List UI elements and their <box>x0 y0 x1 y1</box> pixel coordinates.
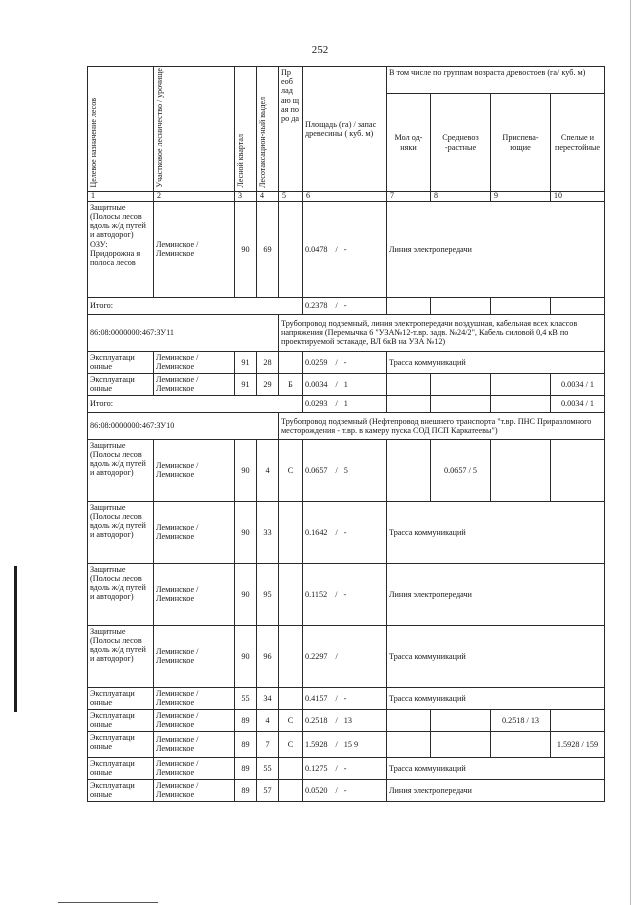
area-cell <box>303 779 387 801</box>
area-value: 0.0034 <box>305 379 328 389</box>
quarter-number: 89 <box>235 779 257 801</box>
page-edge-line <box>630 0 631 905</box>
header-compartment: Лесотаксацион-ный выдел <box>257 67 279 192</box>
prevailing-species <box>279 351 303 373</box>
forestry-name: Леминское / Леминское <box>154 351 235 373</box>
area-value: 0.1152 <box>305 589 328 599</box>
column-number-cell: 8 <box>431 191 491 201</box>
stock-value: - <box>343 785 347 795</box>
section-description: Трубопровод подземный (Нефтепровод внешнего транспорта "т.вр. ПНС Приразломного месторождения - т.вр. в камеру пуска СОД ПСП Каркатеевы") <box>279 412 605 439</box>
area-cell <box>303 687 387 709</box>
header-middle-aged: Средневоз -растные <box>431 94 491 191</box>
area-cell <box>303 201 387 297</box>
prevailing-species <box>279 501 303 563</box>
forest-purpose: Эксплуатаци онные <box>88 757 154 779</box>
area-separator: / <box>335 739 338 749</box>
forest-purpose: Защитные (Полосы лесов вдоль ж/д путей и автодорог) <box>88 563 154 625</box>
forest-purpose: Защитные (Полосы лесов вдоль ж/д путей и автодорог) <box>88 501 154 563</box>
header-mature: Спелые и перестойные <box>551 94 605 191</box>
prevailing-species: Б <box>279 373 303 395</box>
area-separator: / <box>335 357 338 367</box>
area-separator: / <box>335 399 338 409</box>
area-cell <box>303 351 387 373</box>
stock-value: - <box>343 693 347 703</box>
stock-value: - <box>343 763 347 773</box>
compartment-number: 28 <box>257 351 279 373</box>
area-value: 0.0520 <box>305 785 328 795</box>
mature-total-cell <box>551 297 605 314</box>
total-label: Итого: <box>88 395 303 412</box>
column-number-cell: 10 <box>551 191 605 201</box>
column-number-cell: 2 <box>154 191 235 201</box>
column-number-cell: 6 <box>303 191 387 201</box>
area-separator: / <box>335 527 338 537</box>
stock-value: - <box>343 589 347 599</box>
section-header-row <box>88 412 605 439</box>
table-row <box>88 731 605 757</box>
table-row <box>88 439 605 501</box>
forestry-name: Леминское / Леминское <box>154 687 235 709</box>
forest-purpose: Эксплуатаци онные <box>88 779 154 801</box>
stock-value: 13 <box>343 715 352 725</box>
forestry-name: Леминское / Леминское <box>154 625 235 687</box>
header-forestry: Участковое лесничество / урочище <box>154 67 235 192</box>
area-cell <box>303 709 387 731</box>
age-group-value <box>431 731 491 757</box>
age-group-value: 1.5928 / 159 <box>551 731 605 757</box>
table-row <box>88 709 605 731</box>
column-number-cell: 4 <box>257 191 279 201</box>
forestry-name: Леминское / Леминское <box>154 731 235 757</box>
area-cell <box>303 395 387 412</box>
compartment-number: 96 <box>257 625 279 687</box>
area-separator: / <box>335 589 338 599</box>
area-separator: / <box>335 379 338 389</box>
section-description: Трубопровод подземный, линия электропередачи воздушная, кабельная всех классов напряжения (Перемычка 6 "УЗА№12-т.вр. задв. №24/2", Кабель силовой 0,4 кВ по проектируемой эстакаде, ВЛ 6кВ на УЗА №12) <box>279 314 605 351</box>
prevailing-species <box>279 687 303 709</box>
area-separator: / <box>335 244 338 254</box>
prevailing-species <box>279 563 303 625</box>
age-group-value <box>491 439 551 501</box>
header-purpose: Целевое назначение лесов <box>88 67 154 192</box>
area-cell <box>303 297 387 314</box>
stock-value: - <box>343 301 347 311</box>
area-value: 0.0478 <box>305 244 328 254</box>
area-value: 0.1642 <box>305 527 328 537</box>
forest-purpose: Эксплуатаци онные <box>88 709 154 731</box>
quarter-number: 89 <box>235 709 257 731</box>
area-value: 0.2297 <box>305 651 328 661</box>
age-group-value <box>431 373 491 395</box>
age-group-value <box>551 709 605 731</box>
object-type-note: Линия электропередачи <box>387 563 605 625</box>
stock-value: - <box>343 527 347 537</box>
forestry-name: Леминское / Леминское <box>154 779 235 801</box>
age-group-cell <box>491 395 551 412</box>
quarter-number: 89 <box>235 731 257 757</box>
age-group-value <box>491 373 551 395</box>
scan-edge-mark <box>14 566 17 712</box>
area-value: 0.2518 <box>305 715 328 725</box>
age-group-value: 0.0657 / 5 <box>431 439 491 501</box>
table-row <box>88 373 605 395</box>
area-value: 0.1275 <box>305 763 328 773</box>
header-quarter: Лесной квартал <box>235 67 257 192</box>
age-group-value: 0.0034 / 1 <box>551 373 605 395</box>
area-cell <box>303 563 387 625</box>
header-premature: Приспева-ющие <box>491 94 551 191</box>
prevailing-species <box>279 779 303 801</box>
table-row <box>88 501 605 563</box>
compartment-number: 57 <box>257 779 279 801</box>
age-group-cell <box>491 297 551 314</box>
forest-purpose: Эксплуатаци онные <box>88 731 154 757</box>
age-group-value <box>387 731 431 757</box>
age-group-cell <box>387 395 431 412</box>
forestry-name: Леминское / Леминское <box>154 501 235 563</box>
forestry-name: Леминское / Леминское <box>154 563 235 625</box>
land-plot-code: 86:08:0000000:467:ЗУ11 <box>88 314 279 351</box>
column-number-cell: 3 <box>235 191 257 201</box>
age-group-value: 0.2518 / 13 <box>491 709 551 731</box>
forestry-name: Леминское / Леминское <box>154 709 235 731</box>
age-group-value <box>551 439 605 501</box>
age-group-value <box>387 373 431 395</box>
object-type-note: Трасса коммуникаций <box>387 351 605 373</box>
page-number: 252 <box>311 44 329 56</box>
column-number-cell: 5 <box>279 191 303 201</box>
area-separator: / <box>335 693 338 703</box>
quarter-number: 89 <box>235 757 257 779</box>
header-prevailing-species: Пр еоб лад аю щ ая по ро да <box>279 67 303 192</box>
total-label: Итого: <box>88 297 303 314</box>
table-row <box>88 687 605 709</box>
area-cell <box>303 439 387 501</box>
area-cell <box>303 625 387 687</box>
area-separator: / <box>335 651 338 661</box>
forestry-name: Леминское / Леминское <box>154 201 235 297</box>
prevailing-species <box>279 757 303 779</box>
object-type-note: Линия электропередачи <box>387 779 605 801</box>
header-area: Площадь (га) / запас древесины ( куб. м) <box>303 67 387 192</box>
prevailing-species: С <box>279 439 303 501</box>
compartment-number: 7 <box>257 731 279 757</box>
header-young: Мол од-няки <box>387 94 431 191</box>
stock-value: 1 <box>343 399 348 409</box>
quarter-number: 55 <box>235 687 257 709</box>
total-row <box>88 395 605 412</box>
section-header-row <box>88 314 605 351</box>
stock-value: - <box>343 357 347 367</box>
column-number-row <box>88 191 605 201</box>
object-type-note: Линия электропередачи <box>387 201 605 297</box>
area-value: 0.0293 <box>305 399 328 409</box>
compartment-number: 29 <box>257 373 279 395</box>
quarter-number: 91 <box>235 351 257 373</box>
age-group-value <box>431 709 491 731</box>
age-group-value <box>387 439 431 501</box>
forest-purpose: Защитные (Полосы лесов вдоль ж/д путей и автодорог) ОЗУ: Придорожна я полоса лесов <box>88 201 154 297</box>
mature-total-cell: 0.0034 / 1 <box>551 395 605 412</box>
column-number-cell: 7 <box>387 191 431 201</box>
area-value: 0.2378 <box>305 301 328 311</box>
age-group-cell <box>387 297 431 314</box>
table-row <box>88 201 605 297</box>
quarter-number: 90 <box>235 501 257 563</box>
compartment-number: 4 <box>257 709 279 731</box>
age-group-value <box>387 709 431 731</box>
forest-purpose: Защитные (Полосы лесов вдоль ж/д путей и автодорог) <box>88 625 154 687</box>
compartment-number: 4 <box>257 439 279 501</box>
object-type-note: Трасса коммуникаций <box>387 757 605 779</box>
quarter-number: 90 <box>235 563 257 625</box>
stock-value: 15 9 <box>343 739 359 749</box>
table-row <box>88 779 605 801</box>
bottom-rule <box>58 902 158 903</box>
table-row <box>88 563 605 625</box>
quarter-number: 90 <box>235 439 257 501</box>
table-row <box>88 625 605 687</box>
area-separator: / <box>335 785 338 795</box>
age-group-cell <box>431 395 491 412</box>
quarter-number: 90 <box>235 625 257 687</box>
forestry-name: Леминское / Леминское <box>154 373 235 395</box>
table-row <box>88 757 605 779</box>
stock-value: 1 <box>343 379 348 389</box>
total-row <box>88 297 605 314</box>
age-group-value <box>491 731 551 757</box>
stock-value: 5 <box>343 465 348 475</box>
forest-purpose: Эксплуатаци онные <box>88 687 154 709</box>
area-separator: / <box>335 465 338 475</box>
forest-purpose: Защитные (Полосы лесов вдоль ж/д путей и автодорог) <box>88 439 154 501</box>
object-type-note: Трасса коммуникаций <box>387 501 605 563</box>
compartment-number: 55 <box>257 757 279 779</box>
area-separator: / <box>335 301 338 311</box>
prevailing-species: С <box>279 709 303 731</box>
compartment-number: 95 <box>257 563 279 625</box>
column-number-cell: 9 <box>491 191 551 201</box>
forest-purpose: Эксплуатаци онные <box>88 373 154 395</box>
table-header-row <box>88 67 605 94</box>
area-value: 0.4157 <box>305 693 328 703</box>
header-age-groups: В том числе по группам возраста древостоев (га/ куб. м) <box>387 67 605 94</box>
compartment-number: 33 <box>257 501 279 563</box>
quarter-number: 90 <box>235 201 257 297</box>
stock-value: - <box>343 244 347 254</box>
area-value: 0.0259 <box>305 357 328 367</box>
area-value: 0.0657 <box>305 465 328 475</box>
age-group-cell <box>431 297 491 314</box>
compartment-number: 69 <box>257 201 279 297</box>
column-number-cell: 1 <box>88 191 154 201</box>
quarter-number: 91 <box>235 373 257 395</box>
object-type-note: Трасса коммуникаций <box>387 687 605 709</box>
forestry-name: Леминское / Леминское <box>154 439 235 501</box>
prevailing-species <box>279 625 303 687</box>
forest-allocation-table <box>87 66 605 802</box>
prevailing-species <box>279 201 303 297</box>
area-separator: / <box>335 763 338 773</box>
prevailing-species: С <box>279 731 303 757</box>
table-row <box>88 351 605 373</box>
forestry-name: Леминское / Леминское <box>154 757 235 779</box>
area-cell <box>303 373 387 395</box>
area-value: 1.5928 <box>305 739 328 749</box>
object-type-note: Трасса коммуникаций <box>387 625 605 687</box>
compartment-number: 34 <box>257 687 279 709</box>
area-cell <box>303 731 387 757</box>
area-separator: / <box>335 715 338 725</box>
area-cell <box>303 501 387 563</box>
land-plot-code: 86:08:0000000:467:ЗУ10 <box>88 412 279 439</box>
forest-purpose: Эксплуатаци онные <box>88 351 154 373</box>
area-cell <box>303 757 387 779</box>
